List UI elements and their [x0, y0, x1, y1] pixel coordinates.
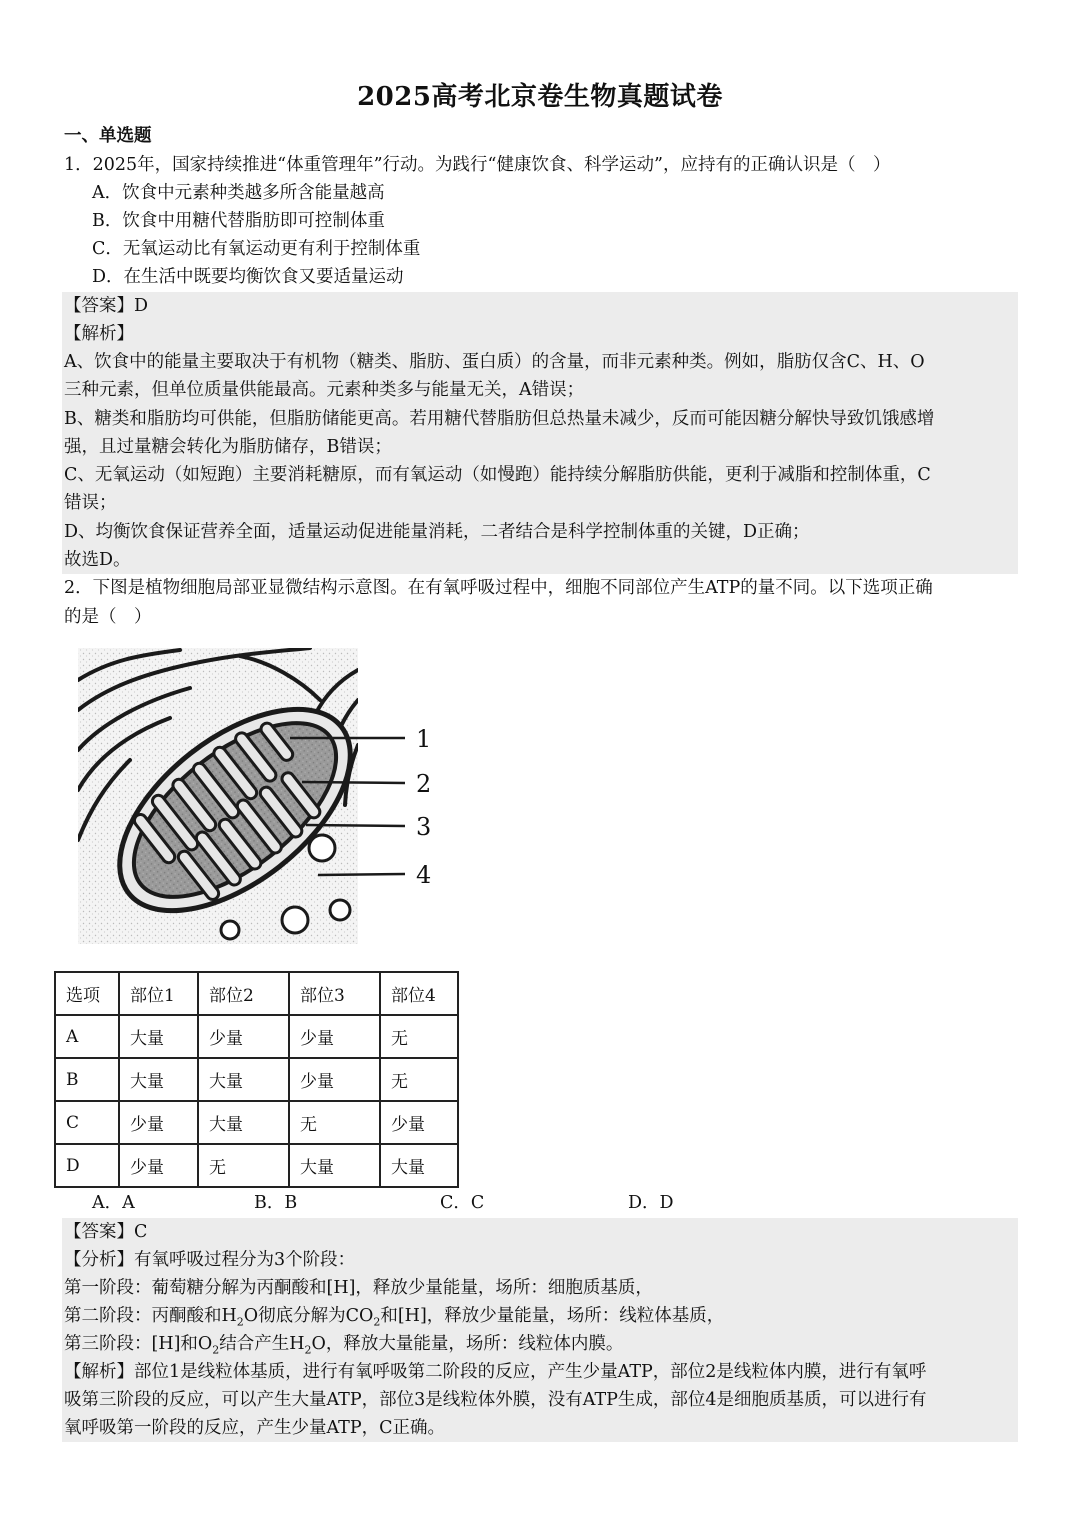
stage3-text: O，释放大量能量，场所：线粒体内膜。 — [311, 1334, 624, 1354]
table-cell: 大量 — [119, 1015, 198, 1058]
figure-label-2: 2 — [416, 770, 432, 798]
subscript: 2 — [373, 1315, 381, 1329]
q1-option-b[interactable]: B．饮食中用糖代替脂肪即可控制体重 — [92, 211, 385, 231]
stage2-text: 和[H]，释放少量能量，场所：线粒体基质， — [380, 1306, 725, 1326]
table-cell: D — [55, 1144, 119, 1187]
q2-jiexi-line — [64, 1358, 926, 1386]
q2-stem-line: 2．下图是植物细胞局部亚显微结构示意图。在有氧呼吸过程中，细胞不同部位产生ATP的量不同。以下选项正确 — [64, 578, 933, 598]
q2-jiexi-line: 氧呼吸第一阶段的反应，产生少量ATP，C正确。 — [64, 1418, 446, 1438]
table-row — [55, 1101, 458, 1144]
stage2-text: 第二阶段：丙酮酸和H — [64, 1306, 237, 1326]
table-cell: 无 — [380, 1058, 458, 1101]
jiexi-text: 部位1是线粒体基质，进行有氧呼吸第二阶段的反应，产生少量ATP，部位2是线粒体内膜，进行有氧呼 — [134, 1362, 927, 1382]
subscript: 2 — [236, 1315, 244, 1329]
q1-option-a[interactable]: A．饮食中元素种类越多所含能量越高 — [92, 183, 385, 203]
table-header-cell: 选项 — [55, 972, 119, 1015]
table-cell: B — [55, 1058, 119, 1101]
q1-analysis-line: 三种元素，但单位质量供能最高。元素种类多与能量无关，A错误； — [64, 380, 585, 400]
subscript: 2 — [304, 1343, 312, 1357]
q2-choice-c[interactable]: C．C — [440, 1193, 485, 1213]
q2-choice-d[interactable]: D．D — [628, 1193, 674, 1213]
figure-label-4: 4 — [416, 861, 432, 889]
jiexi-label: 【解析】 — [64, 1362, 134, 1382]
section-heading: 一、单选题 — [64, 126, 152, 146]
q2-choice-b[interactable]: B．B — [254, 1193, 298, 1213]
q2-answer: 【答案】C — [64, 1222, 148, 1242]
table-cell: C — [55, 1101, 119, 1144]
q1-analysis-line: 错误； — [64, 493, 117, 513]
table-header-row — [55, 972, 458, 1015]
q1-option-c[interactable]: C．无氧运动比有氧运动更有利于控制体重 — [92, 239, 421, 259]
table-cell: 大量 — [119, 1058, 198, 1101]
table-cell: 大量 — [289, 1144, 380, 1187]
table-header-cell: 部位2 — [198, 972, 289, 1015]
q2-choice-a[interactable]: A．A — [92, 1193, 135, 1213]
table-cell: 无 — [198, 1144, 289, 1187]
figure-label-3: 3 — [416, 813, 432, 841]
q2-stage-2 — [64, 1302, 724, 1330]
table-header-cell: 部位3 — [289, 972, 380, 1015]
table-cell: 大量 — [198, 1101, 289, 1144]
page-title: 2025高考北京卷生物真题试卷 — [357, 82, 723, 112]
table-cell: 少量 — [198, 1015, 289, 1058]
table-cell: A — [55, 1015, 119, 1058]
q2-stage-3 — [64, 1330, 623, 1358]
q1-analysis-line: A、饮食中的能量主要取决于有机物（糖类、脂肪、蛋白质）的含量，而非元素种类。例如，脂肪仅含C、H、O — [64, 352, 925, 372]
fenxi-text: 有氧呼吸过程分为3个阶段： — [134, 1250, 356, 1270]
subscript: 2 — [212, 1343, 220, 1357]
fenxi-label: 【分析】 — [64, 1250, 134, 1270]
q1-analysis-line: 故选D。 — [64, 550, 131, 570]
stage3-text: 第三阶段：[H]和O — [64, 1334, 213, 1354]
q1-stem: 1．2025年，国家持续推进“体重管理年”行动。为践行“健康饮食、科学运动”，应持有的正确认识是（ ） — [64, 155, 891, 175]
table-cell: 大量 — [380, 1144, 458, 1187]
q2-jiexi-line: 吸第三阶段的反应，可以产生大量ATP，部位3是线粒体外膜，没有ATP生成，部位4是细胞质基质，可以进行有 — [64, 1390, 927, 1410]
table-cell: 少量 — [119, 1101, 198, 1144]
q2-stage-1: 第一阶段：葡萄糖分解为丙酮酸和[H]，释放少量能量，场所：细胞质基质， — [64, 1278, 653, 1298]
table-cell: 无 — [289, 1101, 380, 1144]
q2-stem-line: 的是（ ） — [64, 607, 152, 627]
table-cell: 无 — [380, 1015, 458, 1058]
stage3-text: 结合产生H — [219, 1334, 305, 1354]
q1-analysis-line: 强，且过量糖会转化为脂肪储存，B错误； — [64, 437, 392, 457]
table-row — [55, 1015, 458, 1058]
q2-analysis-intro — [64, 1246, 355, 1274]
table-cell: 少量 — [289, 1015, 380, 1058]
options-table — [54, 971, 459, 1188]
q1-answer: 【答案】D — [64, 296, 149, 316]
mitochondrion-figure — [70, 640, 450, 950]
q1-analysis-label: 【解析】 — [64, 324, 134, 344]
stage2-text: O彻底分解为CO — [243, 1306, 374, 1326]
table-row — [55, 1058, 458, 1101]
table-header-cell: 部位1 — [119, 972, 198, 1015]
table-header-cell: 部位4 — [380, 972, 458, 1015]
table-cell: 少量 — [289, 1058, 380, 1101]
table-row — [55, 1144, 458, 1187]
q1-analysis-line: C、无氧运动（如短跑）主要消耗糖原，而有氧运动（如慢跑）能持续分解脂肪供能，更利于减脂和控制体重，C — [64, 465, 931, 485]
table-cell: 大量 — [198, 1058, 289, 1101]
figure-label-1: 1 — [416, 725, 432, 753]
q1-analysis-line: B、糖类和脂肪均可供能，但脂肪储能更高。若用糖代替脂肪但总热量未减少，反而可能因糖分解快导致饥饿感增 — [64, 409, 935, 429]
q1-option-d[interactable]: D．在生活中既要均衡饮食又要适量运动 — [92, 267, 404, 287]
table-cell: 少量 — [380, 1101, 458, 1144]
q1-analysis-line: D、均衡饮食保证营养全面，适量运动促进能量消耗，二者结合是科学控制体重的关键，D正确； — [64, 522, 810, 542]
table-cell: 少量 — [119, 1144, 198, 1187]
